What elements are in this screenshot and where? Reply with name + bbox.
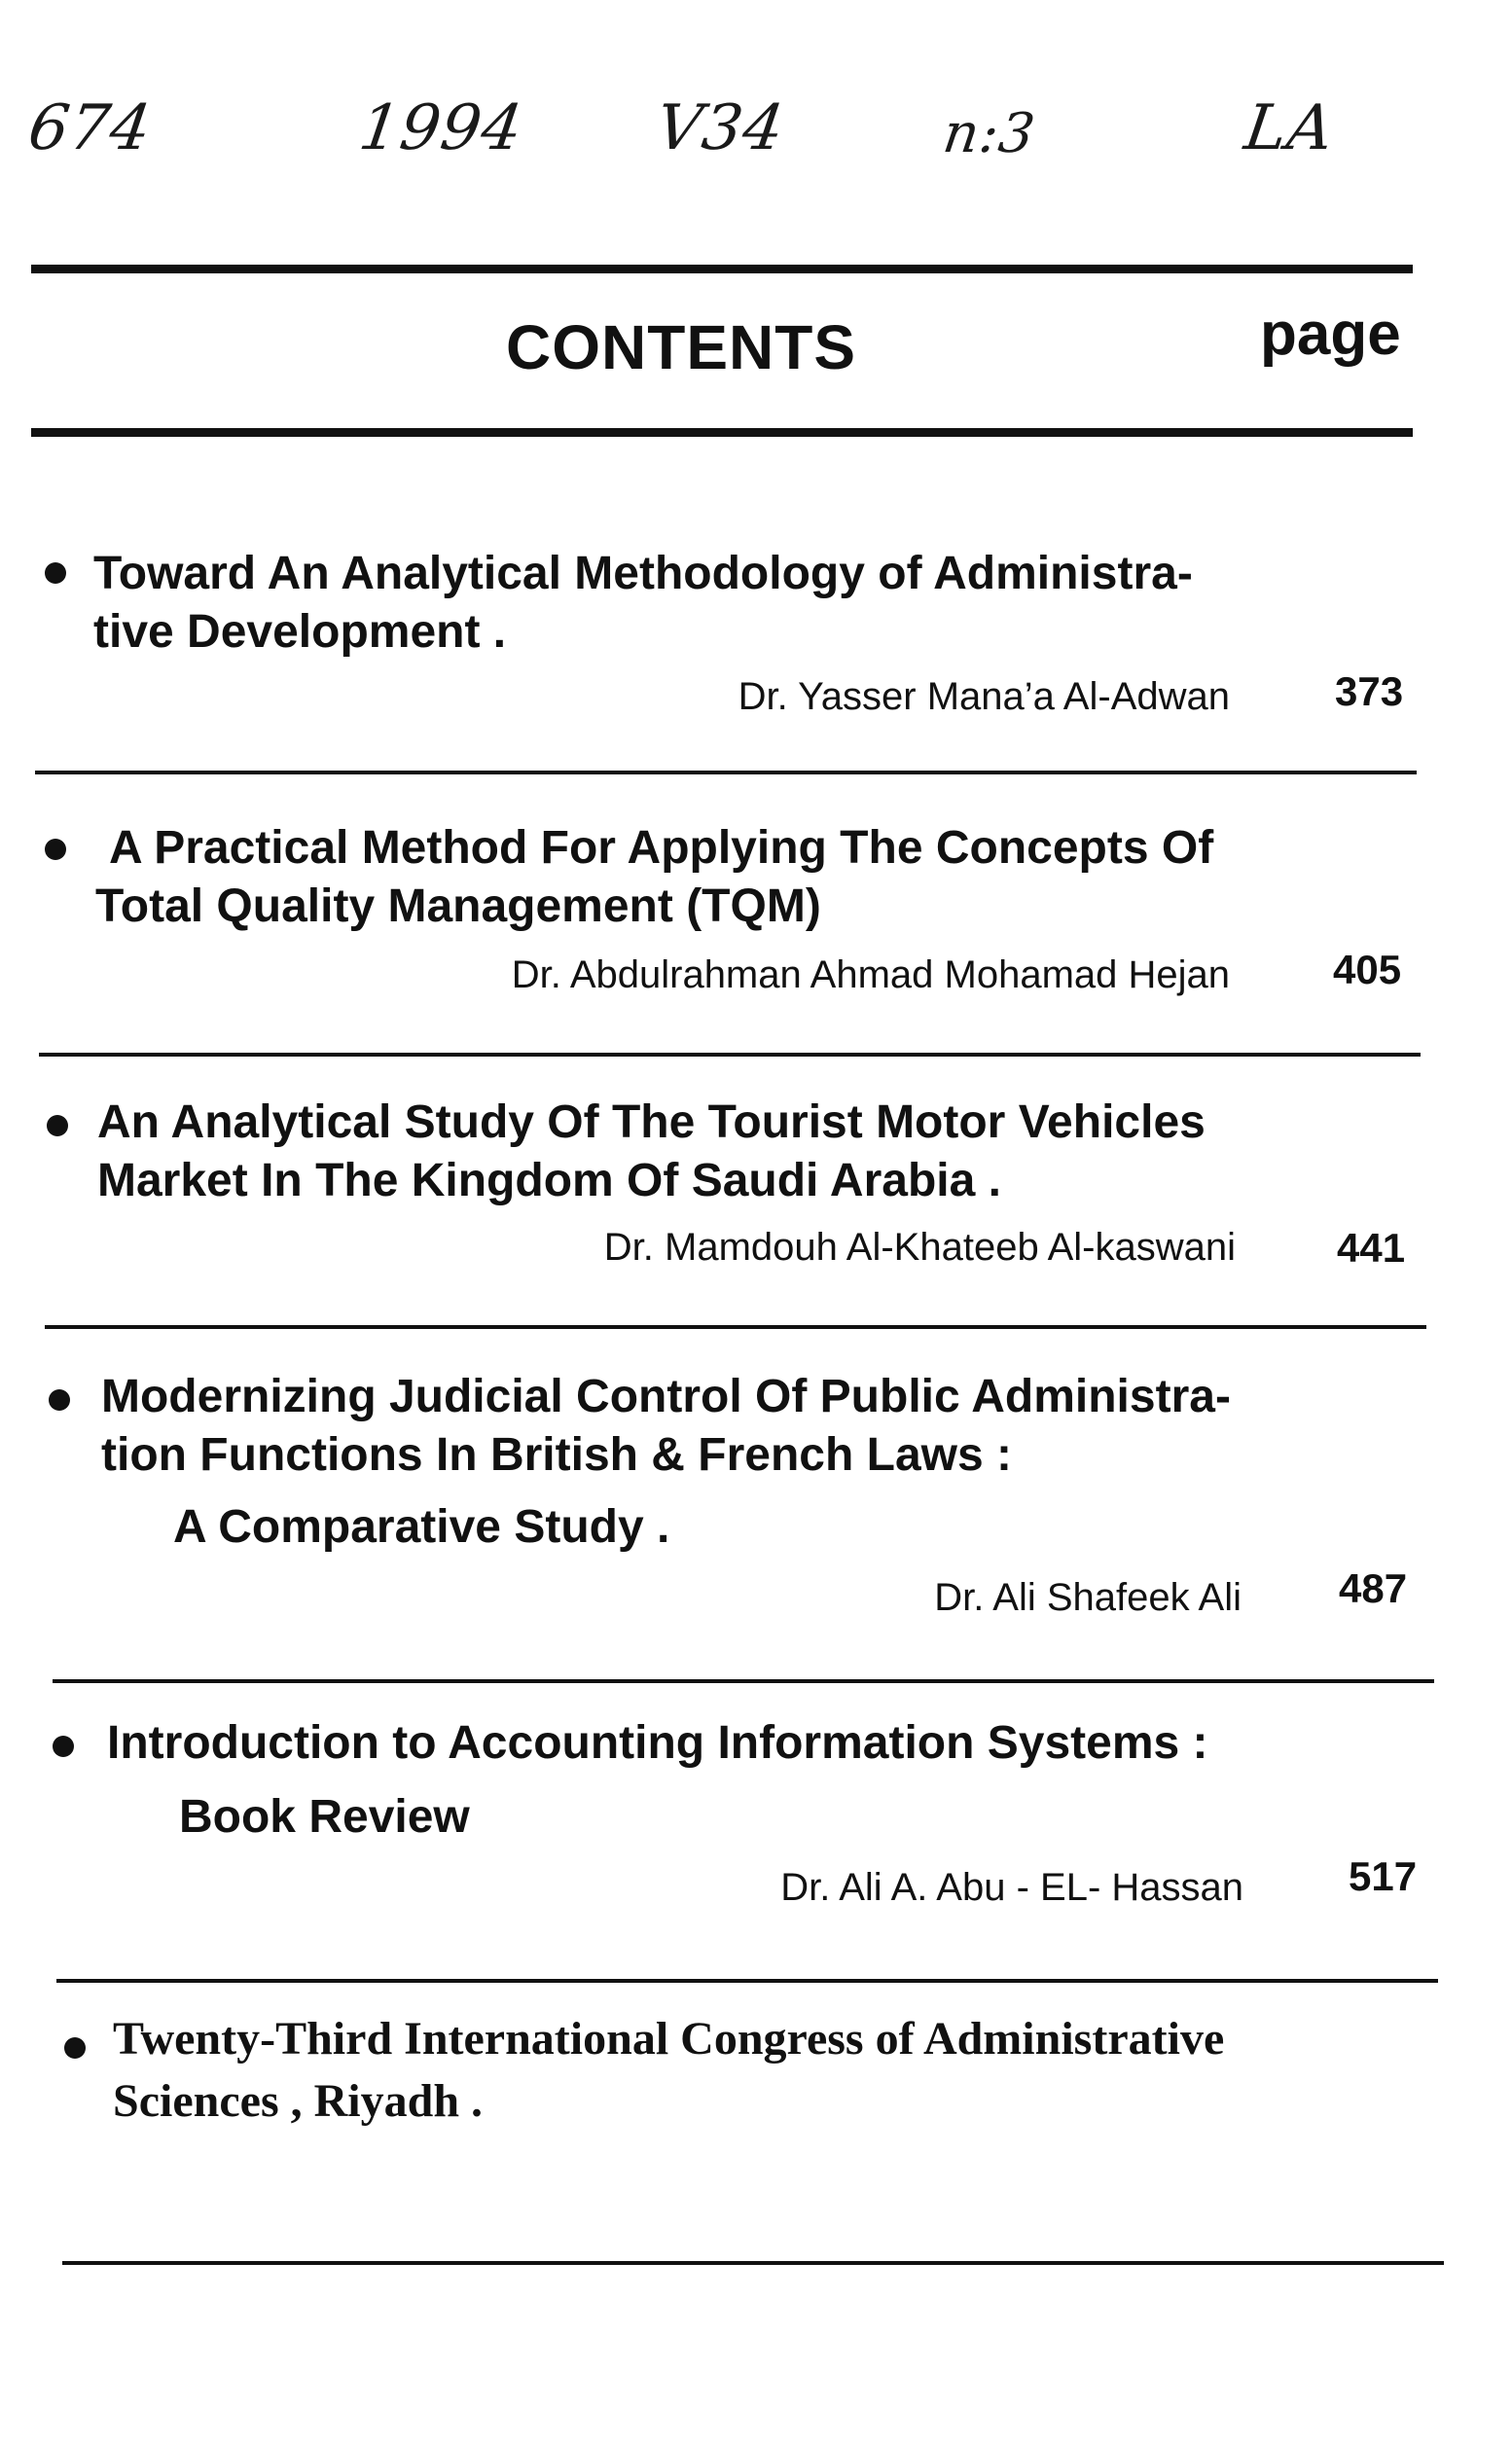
contents-heading: CONTENTS bbox=[506, 312, 856, 382]
entry-page-number: 373 bbox=[1335, 668, 1404, 714]
entry-author: Dr. Mamdouh Al-Khateeb Al-kaswani bbox=[603, 1226, 1236, 1269]
bottom-rule bbox=[62, 2261, 1444, 2265]
entry-title-line: Toward An Analytical Methodology of Administra- bbox=[93, 548, 1193, 599]
bullet-icon bbox=[64, 2037, 86, 2059]
entry-page-number: 405 bbox=[1333, 947, 1402, 992]
entry-divider bbox=[35, 771, 1417, 774]
entry-title-line: tive Development . bbox=[93, 606, 507, 658]
entry-divider bbox=[45, 1325, 1426, 1329]
bullet-icon bbox=[53, 1736, 74, 1757]
entry-title-line: Market In The Kingdom Of Saudi Arabia . bbox=[97, 1155, 1001, 1206]
entry-title-line: Book Review bbox=[179, 1791, 470, 1843]
handwritten-note-code: LA bbox=[1240, 92, 1339, 164]
entry-title-line: A Comparative Study . bbox=[173, 1501, 670, 1553]
page-column-label: page bbox=[1260, 301, 1401, 368]
entry-title-line: An Analytical Study Of The Tourist Motor Vehicles bbox=[97, 1096, 1206, 1148]
entry-title-line: Sciences , Riyadh . bbox=[113, 2075, 484, 2127]
entry-title-line: Introduction to Accounting Information Systems : bbox=[107, 1717, 1208, 1769]
bullet-icon bbox=[49, 1389, 70, 1411]
entry-title-line: Modernizing Judicial Control Of Public Administra- bbox=[101, 1371, 1231, 1422]
entry-title-line: tion Functions In British & French Laws : bbox=[101, 1429, 1013, 1481]
handwritten-note-number: 674 bbox=[23, 92, 157, 164]
entry-divider bbox=[39, 1053, 1421, 1057]
entry-author: Dr. Abdulrahman Ahmad Mohamad Hejan bbox=[511, 953, 1230, 996]
entry-author: Dr. Ali A. Abu - EL- Hassan bbox=[780, 1866, 1243, 1909]
entry-divider bbox=[56, 1979, 1438, 1983]
entry-author: Dr. Yasser Mana’a Al-Adwan bbox=[738, 675, 1230, 718]
entry-title-line: Twenty-Third International Congress of Administrative bbox=[113, 2013, 1225, 2065]
bullet-icon bbox=[47, 1115, 68, 1136]
entry-divider bbox=[53, 1679, 1434, 1683]
bullet-icon bbox=[45, 839, 66, 860]
header-bottom-rule bbox=[31, 428, 1413, 437]
handwritten-note-issue: n:3 bbox=[939, 102, 1040, 165]
entry-title-line: Total Quality Management (TQM) bbox=[95, 880, 821, 932]
entry-author: Dr. Ali Shafeek Ali bbox=[934, 1576, 1242, 1619]
entry-title-line: A Practical Method For Applying The Concepts Of bbox=[109, 822, 1214, 874]
entry-page-number: 487 bbox=[1339, 1565, 1408, 1611]
bullet-icon bbox=[45, 562, 66, 584]
header-top-rule bbox=[31, 265, 1413, 273]
handwritten-note-year: 1994 bbox=[354, 92, 528, 164]
handwritten-note-volume: V34 bbox=[651, 92, 789, 164]
entry-page-number: 441 bbox=[1337, 1225, 1406, 1271]
entry-page-number: 517 bbox=[1349, 1853, 1418, 1899]
